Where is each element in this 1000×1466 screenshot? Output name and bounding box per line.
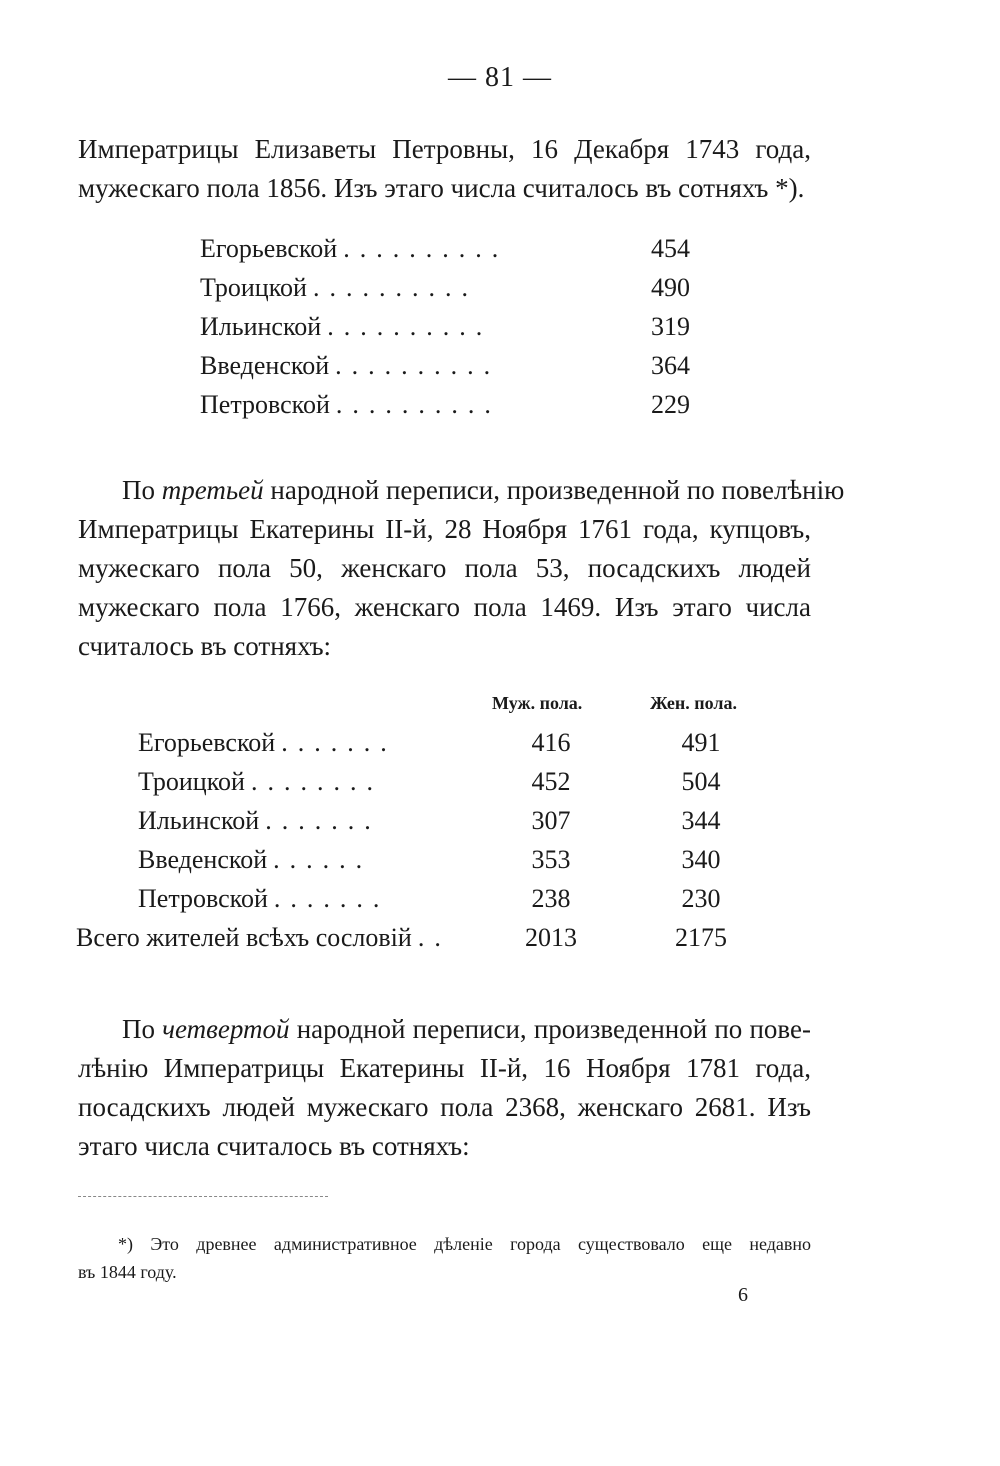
census-table-2 <box>76 728 776 962</box>
table-row <box>76 728 776 767</box>
paragraph-2-line: Императрицы Екатерины II-й, 28 Ноября 1761 года, купцовъ, <box>78 514 811 544</box>
emphasis: четвертой <box>162 1014 290 1044</box>
page-number: — 81 — <box>448 62 552 93</box>
leader-dots: ....... <box>265 806 381 835</box>
signature-mark: 6 <box>738 1284 748 1306</box>
total-label: Всего жителей всѣхъ сословій <box>76 923 412 952</box>
text-run: По <box>122 475 162 505</box>
female-value: 230 <box>681 884 721 913</box>
census-list-1 <box>200 234 690 429</box>
hundred-value: 454 <box>651 234 690 263</box>
column-header-female: Жен. пола. <box>650 693 737 713</box>
paragraph-2 <box>78 471 845 666</box>
hundred-name: Егорьевской <box>138 728 276 757</box>
paragraph-3-line: лѣнію Императрицы Екатерины II-й, 16 Ноября 1781 года, <box>78 1053 811 1083</box>
hundred-name: Ильинской <box>138 806 260 835</box>
table-row <box>76 845 776 884</box>
hundred-name: Троицкой <box>138 767 245 796</box>
footnote-line: *) Это древнее административное дѣленіе города существовало еще недавно <box>118 1234 811 1254</box>
leader-dots: .......... <box>343 234 509 263</box>
list-item <box>200 351 690 390</box>
female-value: 504 <box>681 767 721 796</box>
hundred-value: 490 <box>651 273 690 302</box>
female-value: 340 <box>681 845 721 874</box>
list-item <box>200 312 690 351</box>
column-header-male: Муж. пола. <box>492 693 583 713</box>
paragraph-2-line: мужескаго пола 1766, женскаго пола 1469. Изъ этаго числа <box>78 592 811 622</box>
leader-dots: .......... <box>327 312 493 341</box>
hundred-name: Введенской <box>138 845 268 874</box>
leader-dots: .. <box>417 923 451 952</box>
leader-dots: ....... <box>273 884 390 913</box>
hundred-name: Введенской <box>200 351 330 380</box>
female-value: 491 <box>681 728 721 757</box>
male-value: 353 <box>531 845 571 874</box>
hundred-value: 364 <box>651 351 690 380</box>
table-row <box>76 767 776 806</box>
text-run: народной переписи, произведенной по пове- <box>289 1014 811 1044</box>
table-row <box>76 884 776 923</box>
paragraph-3-line: посадскихъ людей мужескаго пола 2368, женскаго 2681. Изъ <box>78 1092 811 1122</box>
leader-dots: ...... <box>273 845 373 874</box>
leader-dots: ....... <box>281 728 397 757</box>
paragraph-2-line: мужескаго пола 50, женскаго пола 53, посадскихъ людей <box>78 553 811 583</box>
hundred-name: Ильинской <box>200 312 322 341</box>
paragraph-3 <box>78 1010 811 1166</box>
paragraph-3-line: этаго числа считалось въ сотняхъ: <box>78 1131 470 1161</box>
footnote-line: въ 1844 году. <box>78 1262 177 1282</box>
paragraph-3-line <box>78 1010 811 1049</box>
male-value: 307 <box>531 806 571 835</box>
male-total: 2013 <box>525 923 577 952</box>
leader-dots: .......... <box>335 390 501 419</box>
leader-dots: .......... <box>312 273 478 302</box>
hundred-name: Петровской <box>138 884 268 913</box>
male-value: 416 <box>531 728 571 757</box>
hundred-value: 319 <box>651 312 690 341</box>
hundred-value: 229 <box>651 390 690 419</box>
male-value: 238 <box>531 884 571 913</box>
paragraph-2-line <box>78 471 845 510</box>
female-value: 344 <box>681 806 721 835</box>
hundred-name: Егорьевской <box>200 234 338 263</box>
text-run: По <box>122 1014 163 1044</box>
paragraph-1-line: Императрицы Елизаветы Петровны, 16 Декабря 1743 года, <box>78 134 811 164</box>
footnote <box>78 1230 811 1286</box>
emphasis: третьей <box>161 475 264 505</box>
hundred-name: Петровской <box>200 390 330 419</box>
table-total-row <box>76 923 776 962</box>
text-run: народной переписи, произведенной по повелѣнію <box>263 475 845 505</box>
list-item <box>200 234 690 273</box>
table-row <box>76 806 776 845</box>
footnote-divider <box>78 1196 328 1197</box>
paragraph-1 <box>78 130 811 208</box>
list-item <box>200 273 690 312</box>
paragraph-2-line: считалось въ сотняхъ: <box>78 631 332 661</box>
hundred-name: Троицкой <box>200 273 307 302</box>
leader-dots: .......... <box>335 351 501 380</box>
leader-dots: ........ <box>250 767 383 796</box>
female-total: 2175 <box>675 923 727 952</box>
paragraph-1-line: мужескаго пола 1856. Изъ этаго числа считалось въ сотняхъ *). <box>78 173 805 203</box>
male-value: 452 <box>531 767 571 796</box>
list-item <box>200 390 690 429</box>
